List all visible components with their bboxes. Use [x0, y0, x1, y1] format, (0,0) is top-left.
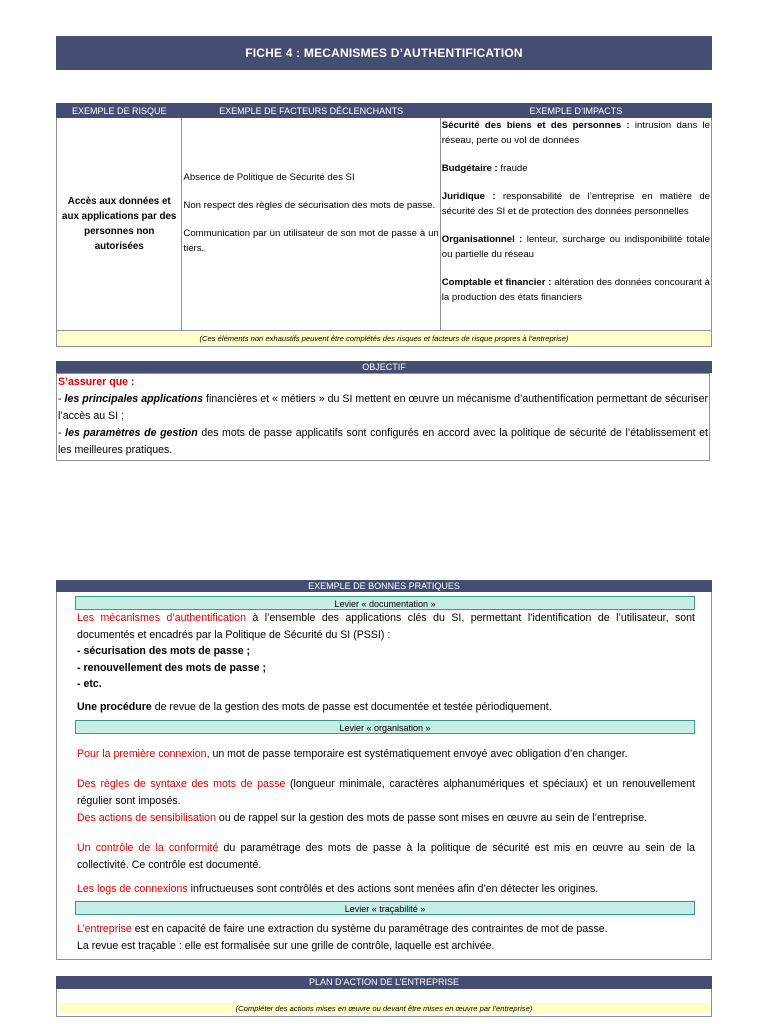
header-impacts: EXEMPLE D’IMPACTS	[440, 104, 711, 118]
practice-paragraph: Un contrôle de la conformité du paramétrage des mots de passe à la politique de sécurité est mis en œuvre au sein de la collectivité. Ce contrôle est documenté.	[77, 842, 695, 871]
factor-item: Absence de Politique de Sécurité des SI	[183, 172, 355, 183]
impacts-cell	[440, 118, 711, 331]
factors-cell	[182, 118, 440, 331]
best-practices-header: EXEMPLE DE BONNES PRATIQUES	[56, 580, 712, 592]
best-practices-body	[56, 592, 712, 960]
practice-paragraph: La revue est traçable : elle est formalisée sur une grille de contrôle, laquelle est archivée.	[77, 940, 495, 952]
practice-paragraph: Une procédure de revue de la gestion des mots de passe est documentée et testée périodiquement.	[77, 701, 552, 713]
impact-item: Organisationnel : lenteur, surcharge ou indisponibilité totale ou partielle du réseau	[441, 234, 710, 260]
impact-item: Juridique : responsabilité de l’entreprise en matière de sécurité des SI et de protection des données personnelles	[441, 191, 710, 217]
practice-paragraph: Des règles de syntaxe des mots de passe (longueur minimale, caractères alphanumériques et spéciaux) et un renouvellement régulier sont imposés.	[77, 778, 695, 807]
practice-paragraph: Pour la première connexion, un mot de passe temporaire est systématiquement envoyé avec obligation d’en changer.	[77, 748, 628, 760]
action-plan-header: PLAN D’ACTION DE L’ENTREPRISE	[56, 976, 712, 989]
risk-footnote: (Ces éléments non exhaustifs peuvent être complétés des risques et facteurs de risque propres à l’entreprise)	[57, 331, 712, 347]
practice-list: - sécurisation des mots de passe ; - renouvellement des mots de passe ; - etc.	[77, 645, 266, 690]
practice-paragraph: Les mécanismes d’authentification à l’ensemble des applications clés du SI, permettant l’identification de l’utilisateur, sont documentés et encadrés par la Politique de Sécurité du SI (PSSI) :	[77, 612, 695, 641]
impact-item: Comptable et financier : altération des données concourant à la production des états financiers	[441, 277, 710, 303]
practice-paragraph: L’entreprise est en capacité de faire une extraction du système du paramétrage des contraintes de mot de passe.	[77, 923, 608, 935]
lever-tracabilite: Levier « traçabilité »	[75, 901, 695, 915]
factor-item: Non respect des règles de sécurisation des mots de passe.	[183, 200, 436, 211]
practice-paragraph: Les logs de connexions infructueuses sont contrôlés et des actions sont menées afin d’en détecter les origines.	[77, 883, 599, 895]
objectif-body	[56, 373, 710, 461]
action-plan-note: (Compléter des actions mises en œuvre ou devant être mises en œuvre par l’entreprise)	[57, 1003, 711, 1014]
header-factors: EXEMPLE DE FACTEURS DÉCLENCHANTS	[182, 104, 440, 118]
impact-item: Budgétaire : fraude	[441, 163, 528, 174]
risk-table	[56, 103, 712, 347]
factor-item: Communication par un utilisateur de son mot de passe à un tiers.	[183, 228, 439, 254]
impact-item: Sécurité des biens et des personnes : intrusion dans le réseau, perte ou vol de données	[441, 120, 711, 146]
objectif-item: - les principales applications financières et « métiers » du SI mettent en œuvre un mécanisme d’authentification permettant de sécuriser l’accès au SI ;	[58, 393, 708, 422]
action-plan-body[interactable]	[56, 989, 712, 1017]
risk-cell: Accès aux données et aux applications par des personnes non autorisées	[57, 118, 182, 331]
lever-organisation: Levier « organisation »	[75, 720, 695, 734]
header-risk: EXEMPLE DE RISQUE	[57, 104, 182, 118]
objectif-header: OBJECTIF	[56, 361, 712, 373]
page-title: FICHE 4 : MECANISMES D’AUTHENTIFICATION	[56, 36, 712, 70]
lever-documentation: Levier « documentation »	[75, 596, 695, 610]
objectif-intro: S’assurer que :	[58, 376, 135, 388]
objectif-item: - les paramètres de gestion des mots de passe applicatifs sont configurés en accord avec la politique de sécurité de l’établissement et les meilleures pratiques.	[58, 427, 708, 456]
practice-paragraph: Des actions de sensibilisation ou de rappel sur la gestion des mots de passe sont mises en œuvre au sein de l’entreprise.	[77, 812, 648, 824]
